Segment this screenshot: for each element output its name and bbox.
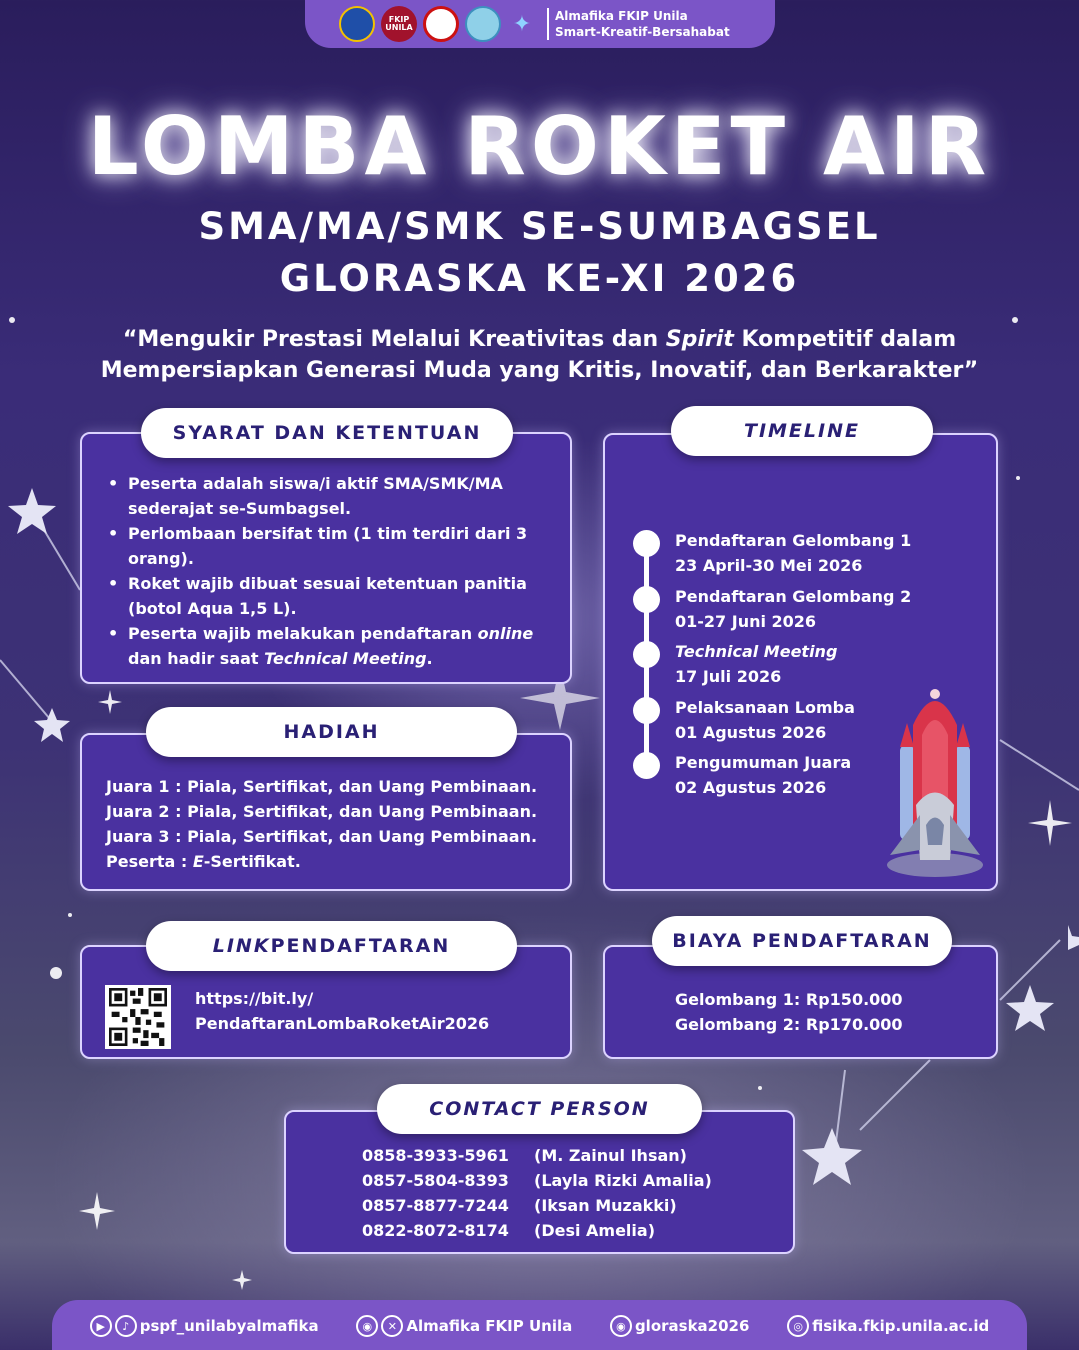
- page-title: LOMBA ROKET AIR: [87, 100, 992, 193]
- prize-text: -Sertifikat.: [203, 852, 301, 871]
- timeline-date: 17 Juli 2026: [675, 667, 782, 686]
- biaya-heading: BIAYA PENDAFTARAN: [652, 916, 952, 966]
- footer-youtube-tiktok[interactable]: [90, 1315, 319, 1337]
- rule-emphasis: online: [477, 624, 534, 643]
- contact-row: [362, 1143, 712, 1168]
- timeline-item: [675, 584, 911, 634]
- footer-instagram[interactable]: [610, 1315, 749, 1337]
- star-icon: [8, 488, 56, 534]
- rule-emphasis: Technical Meeting: [264, 649, 427, 668]
- prize-text: Peserta :: [106, 852, 193, 871]
- x-icon[interactable]: ✕: [381, 1315, 403, 1337]
- footer-handle[interactable]: gloraska2026: [634, 1317, 750, 1335]
- footer-instagram-x[interactable]: [356, 1315, 572, 1337]
- rule-text: dan hadir saat: [128, 649, 265, 668]
- timeline-date: 23 April-30 Mei 2026: [675, 556, 863, 575]
- globe-icon[interactable]: ◎: [787, 1315, 809, 1337]
- tagline-part: Kompetitif dalam: [733, 327, 957, 352]
- rule-text: .: [426, 649, 433, 668]
- contact-phone[interactable]: 0858-3933-5961: [362, 1146, 509, 1165]
- tagline-part: “Mengukir Prestasi Melalui Kreativitas dan: [122, 327, 666, 352]
- contact-heading: CONTACT PERSON: [377, 1084, 702, 1134]
- timeline-item: [675, 750, 851, 800]
- unila-logo-icon: [339, 6, 375, 42]
- fee-list: [675, 987, 903, 1037]
- registration-link[interactable]: [195, 986, 489, 1036]
- timeline-dot: [633, 586, 660, 613]
- prize-line: Juara 1 : Piala, Sertifikat, dan Uang Pembinaan.: [106, 777, 538, 796]
- youtube-icon[interactable]: ▶: [90, 1315, 112, 1337]
- sparkle-icon: [98, 690, 122, 714]
- organization-emblem-icon: [423, 6, 459, 42]
- footer-handle[interactable]: fisika.fkip.unila.ac.id: [812, 1317, 990, 1335]
- star-icon: [1068, 925, 1079, 950]
- syarat-panel: [80, 432, 572, 684]
- timeline-date: 02 Agustus 2026: [675, 778, 827, 797]
- tagline-line2: Mempersiapkan Generasi Muda yang Kritis, Inovatif, dan Berkarakter”: [100, 358, 979, 383]
- link-heading-em: LINK: [212, 935, 271, 957]
- sparkle-icon: [79, 1192, 115, 1230]
- footer-bar: [52, 1300, 1027, 1350]
- rule-item: • Perlombaan bersifat tim (1 tim terdiri dari 3 orang).: [108, 521, 548, 571]
- contact-name: (Layla Rizki Amalia): [534, 1171, 712, 1190]
- contact-list: [362, 1143, 712, 1243]
- timeline-title: Technical Meeting: [675, 642, 838, 661]
- sparkle-icon: [1028, 800, 1072, 846]
- contact-row: [362, 1168, 712, 1193]
- tiktok-icon[interactable]: ♪: [115, 1315, 137, 1337]
- prize-line: Juara 2 : Piala, Sertifikat, dan Uang Pembinaan.: [106, 802, 538, 821]
- instagram-icon[interactable]: ◉: [610, 1315, 632, 1337]
- rule-text: Peserta wajib melakukan pendaftaran: [128, 624, 478, 643]
- timeline-date: 01 Agustus 2026: [675, 723, 827, 742]
- timeline-item: [675, 528, 911, 578]
- syarat-heading: SYARAT DAN KETENTUAN: [141, 408, 513, 458]
- fkip-logo-text: FKIP UNILA: [385, 15, 413, 32]
- tagline: [0, 324, 1079, 386]
- timeline-dot: [633, 752, 660, 779]
- contact-row: [362, 1218, 712, 1243]
- link-url-line2[interactable]: PendaftaranLombaRoketAir2026: [195, 1014, 490, 1033]
- rule-item: • Peserta adalah siswa/i aktif SMA/SMK/MA sederajat se-Sumbagsel.: [108, 471, 548, 521]
- hadiah-list: [106, 774, 537, 874]
- link-heading: [146, 921, 517, 971]
- prize-emphasis: E: [192, 852, 204, 871]
- qr-code-icon[interactable]: [105, 985, 171, 1049]
- almafika-logo-icon: ✦: [512, 11, 532, 37]
- subtitle-line2: GLORASKA KE-XI 2026: [279, 257, 800, 300]
- instagram-icon[interactable]: ◉: [356, 1315, 378, 1337]
- timeline-title: Pendaftaran Gelombang 2: [675, 587, 912, 606]
- org-line2: Smart-Kreatif-Bersahabat: [555, 25, 730, 39]
- org-name: [547, 8, 730, 40]
- himpunan-logo-icon: [465, 6, 501, 42]
- prize-line: [106, 849, 537, 874]
- hadiah-heading: HADIAH: [146, 707, 517, 757]
- timeline-title: Pelaksanaan Lomba: [675, 698, 855, 717]
- contact-name: (M. Zainul Ihsan): [534, 1146, 687, 1165]
- fkip-unila-logo-icon: [381, 6, 417, 42]
- star-icon: [1006, 985, 1054, 1031]
- timeline-title: Pengumuman Juara: [675, 753, 852, 772]
- contact-phone[interactable]: 0822-8072-8174: [362, 1221, 509, 1240]
- tagline-emphasis: Spirit: [665, 327, 734, 352]
- org-line1: Almafika FKIP Unila: [555, 9, 688, 23]
- timeline-item: [675, 639, 837, 689]
- contact-row: [362, 1193, 712, 1218]
- contact-name: (Iksan Muzakki): [534, 1196, 677, 1215]
- timeline-date: 01-27 Juni 2026: [675, 612, 817, 631]
- rules-list: [108, 471, 548, 671]
- contact-name: (Desi Amelia): [534, 1221, 656, 1240]
- rule-item: • Roket wajib dibuat sesuai ketentuan panitia (botol Aqua 1,5 L).: [108, 571, 548, 621]
- prize-line: Juara 3 : Piala, Sertifikat, dan Uang Pembinaan.: [106, 827, 538, 846]
- rule-item: [108, 621, 548, 671]
- sparkle-icon: [232, 1270, 252, 1290]
- timeline-heading: TIMELINE: [671, 406, 933, 456]
- timeline-item: [675, 695, 855, 745]
- timeline-title: Pendaftaran Gelombang 1: [675, 531, 912, 550]
- contact-phone[interactable]: 0857-8877-7244: [362, 1196, 509, 1215]
- link-url-line1[interactable]: https://bit.ly/: [195, 989, 314, 1008]
- contact-phone[interactable]: 0857-5804-8393: [362, 1171, 509, 1190]
- fee-line: Gelombang 2: Rp170.000: [675, 1015, 903, 1034]
- timeline-dot: [633, 697, 660, 724]
- footer-website[interactable]: [787, 1315, 989, 1337]
- footer-handle[interactable]: Almafika FKIP Unila: [406, 1317, 573, 1335]
- fee-line: Gelombang 1: Rp150.000: [675, 990, 903, 1009]
- header-bar: [305, 0, 775, 48]
- star-icon: [802, 1128, 862, 1185]
- rocket-icon: [880, 685, 990, 880]
- timeline-dot: [633, 641, 660, 668]
- star-icon: [34, 708, 70, 742]
- link-heading-rest: PENDAFTARAN: [270, 935, 451, 957]
- footer-handle[interactable]: pspf_unilabyalmafika: [139, 1317, 319, 1335]
- subtitle-line1: SMA/MA/SMK SE-SUMBAGSEL: [198, 205, 881, 248]
- timeline-dot: [633, 530, 660, 557]
